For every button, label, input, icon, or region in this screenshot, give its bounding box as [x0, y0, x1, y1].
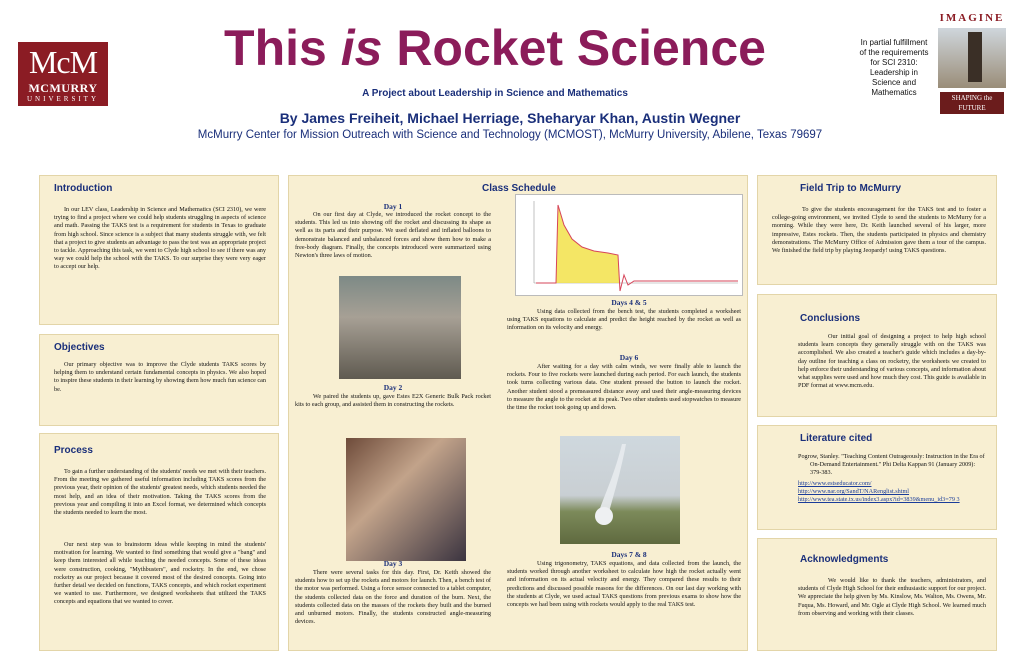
authors: By James Freiheit, Michael Herriage, Sheharyar Khan, Austin Wegner — [279, 110, 741, 126]
days78-text: Using trigonometry, TAKS equations, and data collected from the launch, the students worked through another worksheet to calculate how high the rocket actually went and information on its actual velocity and energy. They compared these results to their predictions and discussed possible reasons for the differences. On our last day working with the students at Clyde, we used actual TAKS questions from previous exams to show how the concepts we had been using with rockets would apply to the real TAKS test. — [507, 560, 741, 609]
conclusions-text: Our initial goal of designing a project to help high school students learn concepts they generally struggle with on the TAKS was accomplished. We also created a teacher's guide which includes a day-by-day outline for teaching a class on rocketry, the worksheets we created to help enforce their understanding of various concepts, and information about what supplies were used and how much they cost. This guide is available in PDF format at www.mcm.edu. — [798, 333, 986, 390]
field-trip-panel — [757, 175, 997, 285]
conclusions-heading: Conclusions — [800, 313, 861, 324]
class-schedule-panel — [288, 175, 748, 651]
launch-smoke — [560, 436, 680, 544]
mcmurry-logo — [18, 42, 108, 106]
literature-link-2[interactable] — [798, 488, 986, 496]
fulfillment-note: In partial fulfillment of the requirements for SCI 2310: Leadership in Science and Mathematics — [859, 38, 929, 97]
literature-link-3[interactable] — [798, 496, 986, 504]
day2-text: We paired the students up, gave Estes E2X Generic Bulk Pack rocket kits to each group, and assisted them in constructing the rockets. — [295, 393, 491, 409]
logo-monogram: McM — [28, 44, 98, 80]
process-text-1: To gain a further understanding of the students' needs we met with their teachers. From the meeting we gathered useful information including TAKS scores from the previous year, their opinion of the students' greatest needs, which students needed the most help, and an idea of their motivation. Taking the TAKS scores from the previous year and compiling it into an Excel format, we determined which concepts the students needed to learn the most. — [54, 468, 266, 517]
campus-tower-image — [938, 28, 1006, 88]
introduction-panel — [39, 175, 279, 325]
days45-text: Using data collected from the bench test, the students completed a worksheet using TAKS equations to calculate and predict the height reached by the rocket as well as information on its velocity and energy. — [507, 308, 741, 332]
acknowledgments-text: We would like to thank the teachers, administrators, and students of Clyde High School for their enthusiastic support for our project. We appreciate the help given by Ms. Kinslow, Ms. Walton, Ms. Owens, Mr. Fuqua, Ms. Howard, and Mr. Ogle at Clyde High School. We learned much from observing and working with their classes. — [798, 577, 986, 617]
class-schedule-heading: Class Schedule — [482, 183, 556, 194]
title-part-1: This — [224, 20, 341, 76]
literature-link-1[interactable] — [798, 480, 986, 488]
imagine-logo — [928, 12, 1016, 120]
tea-link[interactable]: http://www.tea.state.tx.us/index3.aspx?id=3839&menu_id3=79 3 — [798, 496, 960, 503]
day1-title: Day 1 — [383, 202, 403, 211]
objectives-text: Our primary objective was to improve the Clyde students TAKS scores by helping them to understand certain fundamental concepts in physics. We also hoped to inspire these students in their learning by showing them how much fun science can be. — [54, 361, 266, 393]
estes-educator-link[interactable]: http://www.estseducator.com/ — [798, 480, 872, 487]
days78-title: Days 7 & 8 — [611, 550, 647, 559]
objectives-heading: Objectives — [54, 342, 105, 353]
day3-title: Day 3 — [383, 559, 403, 568]
rocket-launch-photo — [560, 436, 680, 544]
conclusions-panel — [757, 294, 997, 417]
students-photo — [346, 438, 466, 561]
tower-icon — [968, 32, 982, 82]
affiliation: McMurry Center for Mission Outreach with Science and Technology (MCMOST), McMurry University, Abilene, Texas 79697 — [197, 129, 823, 141]
poster-title — [190, 18, 800, 78]
day6-title: Day 6 — [619, 353, 639, 362]
days45-title: Days 4 & 5 — [611, 298, 647, 307]
field-trip-heading: Field Trip to McMurry — [800, 183, 902, 194]
force-graph — [516, 195, 743, 296]
process-heading: Process — [54, 445, 93, 456]
shaping-future-badge: SHAPING the FUTURE — [940, 92, 1004, 114]
objectives-panel — [39, 334, 279, 426]
nar-link[interactable]: http://www.nar.org/SandT/NARenglist.shtml — [798, 488, 910, 495]
literature-panel — [757, 425, 997, 530]
day3-text: There were several tasks for this day. First, Dr. Keith showed the students how to set up the rockets and motors for launch. Then, a bench test of the motor was performed. Using a force sensor connected to a tablet computer, the students collected data on the force and duration of the burn. Next, the students collected data on the masses of the rockets they built and the burned and unburned motors. Finally, the students constructed angle-measuring devices. — [295, 569, 491, 626]
literature-heading: Literature cited — [800, 433, 873, 444]
logo-wordmark: MCMURRY — [28, 81, 98, 95]
process-panel — [39, 433, 279, 651]
title-part-2: Rocket Science — [382, 20, 766, 76]
introduction-text: In our LEV class, Leadership in Science and Mathematics (SCI 2310), we were trying to find a project where we could help students struggling in aspects of science and math. Passing the TAKS test is a requirement for students in Texas to graduate from high school. Since science is a subject that many students struggle with, we felt that a project to give students an advantage to pass the test was an appropriate project to tackle. Approaching this task, we went to Clyde high school to see if there was any way we could help the school with the TAKS. To our surprise they were very eager to accept our help. — [54, 206, 266, 271]
acknowledgments-panel — [757, 538, 997, 651]
title-emphasis: is — [340, 20, 383, 76]
acknowledgments-heading: Acknowledgments — [800, 554, 889, 565]
day6-text: After waiting for a day with calm winds, we were finally able to launch the rockets. Four to five rockets were launched during each period. For each launch, the students took turns collecting various data. One student pressed the button to launch the rocket. Another student stood a premeasured distance away and used their angle-measuring devices to measure the angle to the rocket at its peak. Two other students used stopwatches to measure the time the rocket took going up and down. — [507, 363, 741, 412]
poster-subtitle: A Project about Leadership in Science and Mathematics — [362, 88, 628, 99]
day1-text: On our first day at Clyde, we introduced the rocket concept to the students. This led us into showing off the rocket and discussing its shape as well as its parts and their purpose. We used deflated and inflated balloons to demonstrate balanced and unbalanced forces and show them how to make a free-body diagram. Finally, the concepts introduced were summarized using Newton's three laws of motion. — [295, 211, 491, 260]
literature-ref-1: Pogrow, Stanley. "Teaching Content Outrageously: Instruction in the Era of On-Demand Entertainment." Phi Delta Kappan 91 (January 2009): 379-383. — [798, 453, 985, 477]
force-graph-image — [515, 194, 743, 296]
field-trip-text: To give the students encouragement for the TAKS test and to foster a college-going environment, we invited Clyde to send the students to McMurry for a morning. While they were here, Dr. Keith launched several of his larger, more impressive, Estes rockets. Then, the students participated in physics and chemistry demonstrations. The McMurry Office of Admission gave them a tour of the campus. We finished the field trip by playing Jeopardy! using TAKS questions. — [772, 206, 986, 255]
imagine-wordmark: IMAGINE — [939, 12, 1005, 24]
process-text-2: Our next step was to brainstorm ideas while keeping in mind the students' motivation for learning. We wanted to find something that would give a "bang" and keep them interested all while teaching the needed concepts. Some of these ideas were construction, cooking, "Mythbusters", and rocketry. In the end, we chose rocketry as our project because it covered most of the desired concepts. Going into further detail we decided on functions, TAKS concepts, and which rocket experiment we wanted to use. Furthermore, we designed worksheets that utilized the TAKS concepts and equations that we wanted to cover. — [54, 541, 266, 606]
introduction-heading: Introduction — [54, 183, 113, 194]
day2-title: Day 2 — [383, 383, 403, 392]
classroom-photo — [339, 276, 461, 379]
logo-university: UNIVERSITY — [27, 95, 99, 103]
